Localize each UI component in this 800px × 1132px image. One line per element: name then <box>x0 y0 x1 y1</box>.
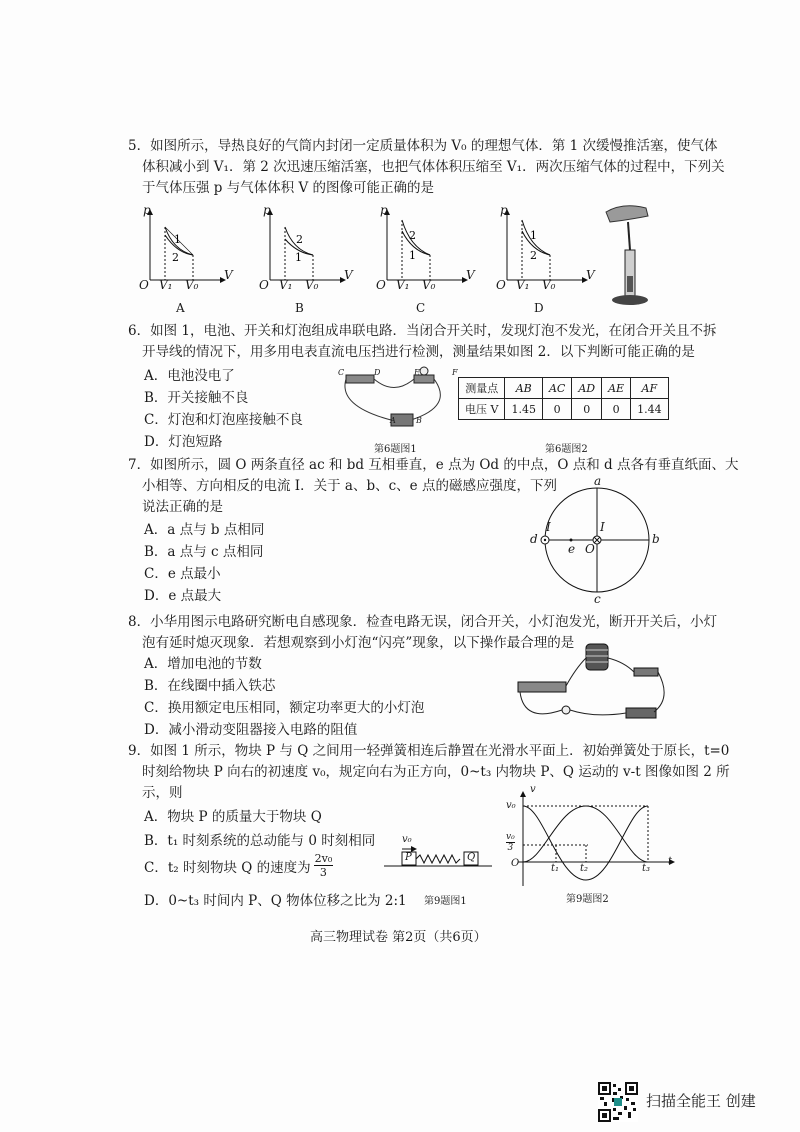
svg-text:2: 2 <box>296 233 303 246</box>
svg-text:1: 1 <box>295 251 302 264</box>
exam-page: 5．如图所示，导热良好的气筒内封闭一定质量体积为 V₀ 的理想气体．第 1 次缓慢推活塞，使气体 体积减小到 V₁．第 2 次迅速压缩活塞，也把气体体积压缩至 V₁．两次压缩气体的过程中，下列关 于气体压强 p 与气体体积 V 的图像可能正确的是 1 2 2 1 2 1 1 2 O V₁ V₀ O V₁ V₀ O V₁ V₀ O V₁ V₀ p p p p V V V V A B C D 6．如图 1，电池、开关和灯泡组成串联电路．当闭合开关时，发现灯泡不发光，在闭合开关且不拆 开导线的情况下，用多用电表直流电压挡进行检测，测量结果如图 2．以下判断可能正确的是 A．电池没电了 B．开关接触不良 C．灯泡和灯泡座接触不良 D．灯泡短路 C D E F A B 第6题图1 测量点 AB AC AD AE AF 电压 V 1.45 0 0 0 1.44 第6题图2 7．如图所示，圆 O 两条直径 ac 和 bd 互相垂直，e 点为 Od 的中点，O 点和 d 点各有垂直纸面、大 小相等、方向相反的电流 I．关于 a、b、c、e 点的磁感应强度，下列 说法正确的是 A．a 点与 b 点相同 B．a 点与 c 点相同 C．e 点最小 D．e 点最大 a b c d e O I I 8．小华用图示电路研究断电自感现象．检查电路无误，闭合开关，小灯泡发光，断开开关后，小灯 泡有延时熄灭现象．若想观察到小灯泡“闪亮”现象，以下操作最合理的是 A．增加电池的节数 B．在线圈中插入铁芯 C．换用额定电压相同，额定功率更大的小灯泡 D．减小滑动变阻器接入电路的阻值 9．如图 1 所示，物块 P 与 Q 之间用一轻弹簧相连后静置在光滑水平面上．初始弹簧处于原长，t=0 时刻给物块 P 向右的初速度 v₀，规定向右为正方向，0~t₃ 内物块 P、Q 运动的 v-t 图像如图 2 所 示，则 A．物块 P 的质量大于物块 Q B．t₁ 时刻系统的总动能与 0 时刻相同 C．t₂ 时刻物块 Q 的速度为 2v₀ 3 D．0~t₃ 时间内 P、Q 物体位移之比为 2:1 v₀ P Q 第9题图1 v v₀ v₀ 3 O t₁ t₂ t₃ t 第9题图2 高三物理试卷 第2页（共6页） 扫描全能王 创建 <box>0 0 800 1132</box>
q6-line-2: 开导线的情况下，用多用电表直流电压挡进行检测，测量结果如图 2．以下判断可能正确的是 <box>142 344 695 360</box>
rheostat-icon <box>518 682 566 692</box>
q6-measurement-table <box>458 377 669 420</box>
switch-icon <box>346 375 374 383</box>
q6-fig2-caption: 第6题图2 <box>545 444 588 455</box>
spring-icon <box>416 855 460 863</box>
q5-line-1: 5．如图所示，导热良好的气筒内封闭一定质量体积为 V₀ 的理想气体．第 1 次缓慢推活塞，使气体 <box>128 138 718 154</box>
q8-option-c: C．换用额定电压相同，额定功率更大的小灯泡 <box>144 700 425 716</box>
coil-icon <box>586 644 608 670</box>
q6-stem <box>128 321 716 363</box>
scanner-brand-text: 扫描全能王 创建 <box>646 1092 756 1110</box>
q9-fig2-caption: 第9题图2 <box>566 894 609 905</box>
q6-option-b: B．开关接触不良 <box>144 390 249 406</box>
svg-text:2: 2 <box>172 251 179 264</box>
q6-option-a: A．电池没电了 <box>144 368 235 384</box>
q5-label-d: D <box>534 301 544 315</box>
qr-code-icon <box>598 1082 638 1122</box>
q7-line-1: 7．如图所示，圆 O 两条直径 ac 和 bd 互相垂直，e 点为 Od 的中点，O 点和 d 点各有垂直纸面、大 <box>128 457 739 473</box>
bulb-icon <box>420 367 428 375</box>
svg-text:1: 1 <box>409 249 416 262</box>
table-row: 测量点 AB AC AD AE AF <box>459 378 669 399</box>
q7-option-a: A．a 点与 b 点相同 <box>144 522 265 538</box>
q8-line-1: 8．小华用图示电路研究断电自感现象．检查电路无误，闭合开关，小灯泡发光，断开开关后，小灯 <box>128 614 718 630</box>
svg-text:2: 2 <box>409 229 416 242</box>
q8-option-d: D．减小滑动变阻器接入电路的阻值 <box>144 722 358 738</box>
q5-stem <box>128 136 725 199</box>
q9-line-2: 时刻给物块 P 向右的初速度 v₀，规定向右为正方向，0~t₃ 内物块 P、Q 运动的 v-t 图像如图 2 所 <box>142 764 730 780</box>
q5-graph-c <box>387 210 467 280</box>
battery-icon <box>626 708 656 718</box>
q5-label-b: B <box>295 301 304 315</box>
table-row: 电压 V 1.45 0 0 0 1.44 <box>459 399 669 420</box>
svg-text:1: 1 <box>174 233 181 246</box>
q5-graph-d <box>507 210 587 280</box>
q9-line-1: 9．如图 1 所示，物块 P 与 Q 之间用一轻弹簧相连后静置在光滑水平面上．初始弹簧处于原长，t=0 <box>128 743 730 759</box>
fraction: 2v₀ 3 <box>314 852 333 879</box>
q5-gas-cylinder-illustration <box>598 200 658 308</box>
q6-options <box>144 365 303 453</box>
q5-label-a: A <box>176 301 185 315</box>
q5-graph-a <box>150 210 225 280</box>
svg-text:2: 2 <box>530 249 537 262</box>
q9-fig2-vt-graph <box>508 790 678 890</box>
q9-option-d: D．0~t₃ 时间内 P、Q 物体位移之比为 2:1 <box>144 893 407 909</box>
q9-line-3: 示，则 <box>142 785 183 801</box>
q8-options <box>144 653 424 741</box>
q6-fig1-caption: 第6题图1 <box>374 444 417 455</box>
switch-icon <box>634 668 658 676</box>
q8-line-2: 泡有延时熄灭现象．若想观察到小灯泡“闪亮”现象，以下操作最合理的是 <box>142 635 575 651</box>
q5-line-3: 于气体压强 p 与气体体积 V 的图像可能正确的是 <box>142 180 435 196</box>
q6-line-1: 6．如图 1，电池、开关和灯泡组成串联电路．当闭合开关时，发现灯泡不发光，在闭合开关且不拆 <box>128 323 717 339</box>
q9-option-a: A．物块 P 的质量大于物块 Q <box>144 809 322 825</box>
q8-circuit-illustration <box>514 638 674 733</box>
q7-options <box>144 519 264 607</box>
q6-option-c: C．灯泡和灯泡座接触不良 <box>144 412 303 428</box>
q9-fig1-blocks <box>384 840 494 870</box>
q9-fig1-caption: 第9题图1 <box>424 896 467 907</box>
q7-circle-figure <box>540 478 670 608</box>
fraction: v₀ 3 <box>506 832 515 853</box>
q9-option-b: B．t₁ 时刻系统的总动能与 0 时刻相同 <box>144 833 376 849</box>
q8-option-b: B．在线圈中插入铁芯 <box>144 678 276 694</box>
q7-option-c: C．e 点最小 <box>144 566 221 582</box>
q7-line-2: 小相等、方向相反的电流 I．关于 a、b、c、e 点的磁感应强度，下列 <box>142 478 557 494</box>
q5-graph-b <box>270 210 345 280</box>
q9-option-c: C．t₂ 时刻物块 Q 的速度为 2v₀ 3 <box>144 852 333 879</box>
q7-option-b: B．a 点与 c 点相同 <box>144 544 264 560</box>
q7-option-d: D．e 点最大 <box>144 588 222 604</box>
svg-text:1: 1 <box>530 229 537 242</box>
q7-line-3: 说法正确的是 <box>142 499 223 515</box>
bulb-icon <box>562 706 570 714</box>
q8-option-a: A．增加电池的节数 <box>144 656 262 672</box>
page-footer: 高三物理试卷 第2页（共6页） <box>310 930 487 945</box>
q6-option-d: D．灯泡短路 <box>144 434 223 450</box>
q6-circuit-figure <box>336 366 456 434</box>
q5-label-c: C <box>416 301 426 315</box>
q5-line-2: 体积减小到 V₁．第 2 次迅速压缩活塞，也把气体体积压缩至 V₁．两次压缩气体的过程中，下列关 <box>142 159 725 175</box>
